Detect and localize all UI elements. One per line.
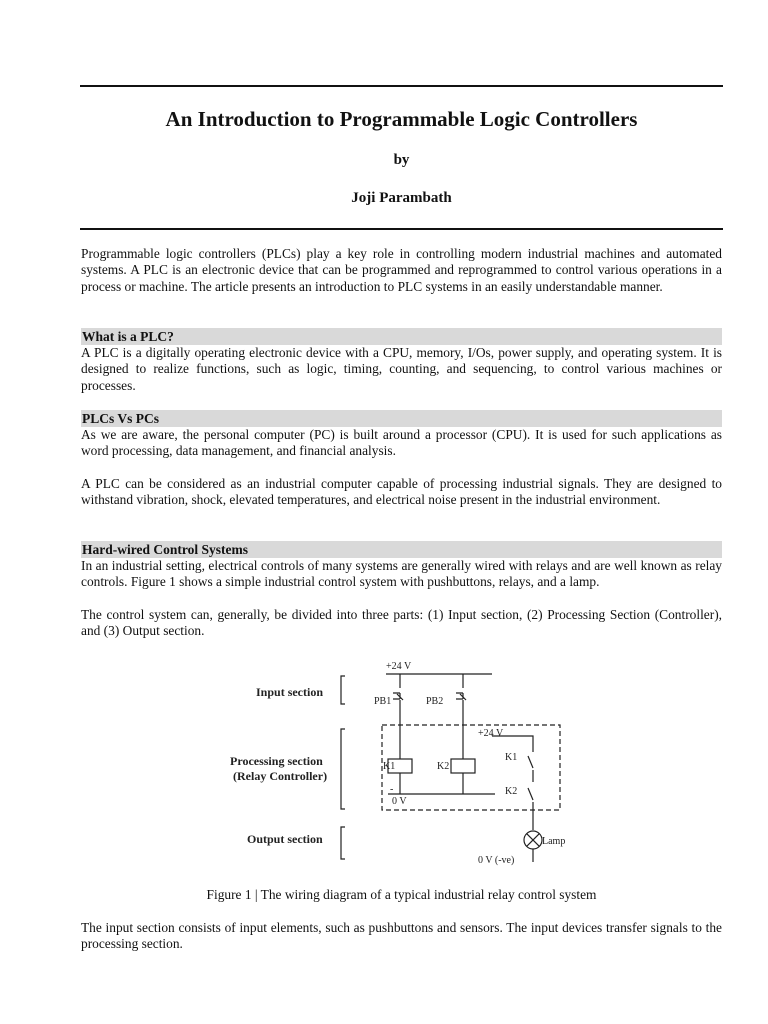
label-k1-contact: K1: [505, 752, 518, 763]
label-k1-coil: K1: [383, 761, 396, 772]
hardwired-paragraph-3: The input section consists of input elements, such as pushbuttons and sensors. The input devices transfer signals to the processing section.: [81, 920, 722, 952]
section-heading-hardwired: Hard-wired Control Systems: [81, 541, 722, 558]
label-supply-inner: +24 V: [478, 728, 504, 739]
label-pb1: PB1: [374, 696, 392, 707]
header-bottom-rule: [80, 228, 723, 230]
label-input-section: Input section: [256, 685, 324, 699]
figure-caption: Figure 1 | The wiring diagram of a typical industrial relay control system: [206, 887, 597, 902]
byline-by: by: [393, 152, 410, 168]
hardwired-paragraph-1: In an industrial setting, electrical controls of many systems are generally wired with relays and are well known as relay controls. Figure 1 shows a simple industrial control system with pushbuttons, relays, and a lamp.: [81, 558, 722, 590]
label-zero-v-ve: 0 V (-ve): [478, 855, 515, 866]
what-is-plc-paragraph: A PLC is a digitally operating electronic device with a CPU, memory, I/Os, power supply, and operating system. It is designed to realize functions, such as logic, timing, counting, and sequencing, to control various machines or processes.: [81, 345, 722, 393]
section-heading-what-is-plc: What is a PLC?: [81, 328, 722, 345]
label-output-section: Output section: [247, 832, 323, 846]
label-k2-contact: K2: [505, 786, 518, 797]
author-name: Joji Parambath: [351, 190, 452, 206]
label-zero-v: 0 V: [392, 796, 407, 807]
label-k2-coil: K2: [437, 761, 450, 772]
relay-wiring-diagram: [220, 652, 580, 867]
hardwired-paragraph-2: The control system can, generally, be divided into three parts: (1) Input section, (2) Processing Section (Controller), and (3) Output section.: [81, 607, 722, 639]
label-supply-top: +24 V: [386, 661, 412, 672]
intro-paragraph: Programmable logic controllers (PLCs) play a key role in controlling modern industrial machines and automated systems. A PLC is an electronic device that can be programmed and reprogrammed to control various operations in a process or machine. The article presents an introduction to PLC systems in an easily understandable manner.: [81, 246, 722, 294]
label-processing-section: Processing section: [230, 754, 323, 768]
plc-vs-pc-paragraph-2: A PLC can be considered as an industrial computer capable of processing industrial signals. They are designed to withstand vibration, shock, elevated temperatures, and electrical noise present in the industrial environment.: [81, 476, 722, 508]
label-minus: -: [390, 784, 394, 795]
top-rule: [80, 85, 723, 87]
label-lamp: Lamp: [542, 836, 566, 847]
document-title: An Introduction to Programmable Logic Controllers: [165, 107, 638, 131]
section-heading-plc-vs-pc: PLCs Vs PCs: [81, 410, 722, 427]
plc-vs-pc-paragraph-1: As we are aware, the personal computer (PC) is built around a processor (CPU). It is used for such applications as word processing, data management, and financial analysis.: [81, 427, 722, 459]
label-pb2: PB2: [426, 696, 444, 707]
label-relay-controller: (Relay Controller): [233, 769, 328, 783]
